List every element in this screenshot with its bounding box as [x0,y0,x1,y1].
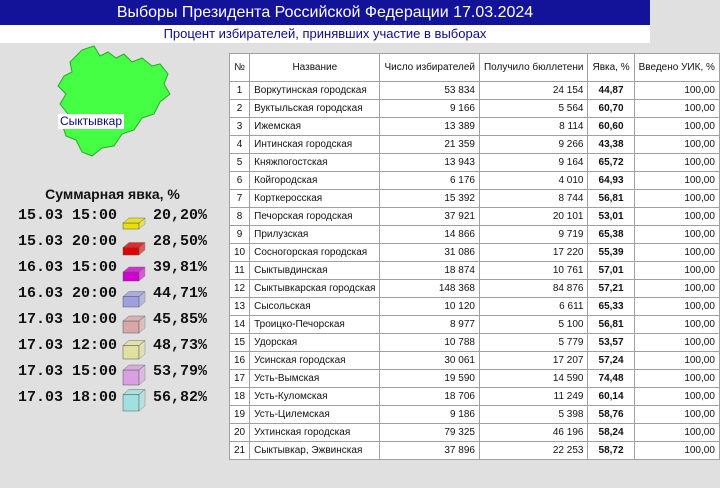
turnout-value: 39,81% [153,259,208,276]
table-cell: 11 249 [479,388,588,406]
table-cell: 74,48 [588,370,634,388]
table-cell: 10 120 [380,298,480,316]
table-cell: 58,24 [588,424,634,442]
table-cell: 100,00 [634,244,719,262]
turnout-time: 15.03 20:00 [18,233,118,250]
turnout-row [18,309,228,333]
table-row [230,388,720,406]
table-cell: 21 [230,442,250,460]
table-cell: 15 [230,334,250,352]
table-cell: 53 834 [380,82,480,100]
table-cell: 46 196 [479,424,588,442]
column-header: Название [250,54,380,82]
turnout-box-icon [121,257,151,283]
table-cell: 8 744 [479,190,588,208]
turnout-value: 45,85% [153,311,208,328]
table-cell: 100,00 [634,388,719,406]
table-cell: Воркутинская городская [250,82,380,100]
table-cell: 100,00 [634,424,719,442]
table-cell: 10 761 [479,262,588,280]
table-cell: 18 874 [380,262,480,280]
table-cell: 15 392 [380,190,480,208]
table-cell: 100,00 [634,208,719,226]
table-cell: 100,00 [634,334,719,352]
table-cell: 37 921 [380,208,480,226]
table-cell: 17 220 [479,244,588,262]
table-row [230,244,720,262]
table-cell: 6 [230,172,250,190]
table-row [230,100,720,118]
table-cell: 4 [230,136,250,154]
table-row [230,190,720,208]
table-cell: 19 [230,406,250,424]
table-cell: Прилузская [250,226,380,244]
table-cell: Интинская городская [250,136,380,154]
table-cell: 6 176 [380,172,480,190]
table-cell: 21 359 [380,136,480,154]
table-cell: 7 [230,190,250,208]
table-row [230,334,720,352]
turnout-row [18,361,228,385]
table-cell: 17 [230,370,250,388]
turnout-time: 15.03 15:00 [18,207,118,224]
table-row [230,316,720,334]
table-row [230,82,720,100]
table-row [230,406,720,424]
table-cell: 100,00 [634,172,719,190]
turnout-box-icon [121,335,151,361]
table-cell: 65,33 [588,298,634,316]
table-row [230,442,720,460]
table-row [230,424,720,442]
table-cell: 43,38 [588,136,634,154]
page-title: Выборы Президента Российской Федерации 17.03.2024 [0,0,650,25]
table-cell: 20 101 [479,208,588,226]
table-cell: 100,00 [634,370,719,388]
table-cell: 37 896 [380,442,480,460]
table-cell: 11 [230,262,250,280]
column-header: Введено УИК, % [634,54,719,82]
table-cell: 3 [230,118,250,136]
table-cell: 100,00 [634,298,719,316]
table-cell: 56,81 [588,190,634,208]
table-cell: Троицко-Печорская [250,316,380,334]
page-subtitle: Процент избирателей, принявших участие в выборах [0,25,650,43]
table-cell: Сыктывкар, Эжвинская [250,442,380,460]
table-cell: 13 943 [380,154,480,172]
table-cell: Усть-Цилемская [250,406,380,424]
turnout-row [18,257,228,281]
table-row [230,226,720,244]
table-cell: 16 [230,352,250,370]
table-cell: 4 010 [479,172,588,190]
table-cell: 5 100 [479,316,588,334]
table-cell: 14 866 [380,226,480,244]
table-cell: Княжпогостская [250,154,380,172]
column-header: Явка, % [588,54,634,82]
turnout-value: 20,20% [153,207,208,224]
turnout-box-icon [121,309,151,335]
table-cell: 57,24 [588,352,634,370]
turnout-box-icon [121,387,151,413]
table-row [230,262,720,280]
table-row [230,118,720,136]
table-cell: 9 186 [380,406,480,424]
table-cell: 30 061 [380,352,480,370]
table-cell: 58,72 [588,442,634,460]
table-cell: 56,81 [588,316,634,334]
table-cell: 100,00 [634,190,719,208]
table-cell: 6 611 [479,298,588,316]
table-cell: 53,01 [588,208,634,226]
turnout-time: 17.03 15:00 [18,363,118,380]
table-cell: 5 564 [479,100,588,118]
turnout-value: 53,79% [153,363,208,380]
table-cell: Усть-Вымская [250,370,380,388]
table-cell: 9 719 [479,226,588,244]
table-row [230,172,720,190]
table-cell: 100,00 [634,262,719,280]
results-table-wrap [229,53,720,460]
turnout-value: 48,73% [153,337,208,354]
table-cell: 60,60 [588,118,634,136]
table-cell: 5 398 [479,406,588,424]
table-cell: 60,70 [588,100,634,118]
table-cell: 2 [230,100,250,118]
turnout-box-icon [121,361,151,387]
table-cell: Сосногорская городская [250,244,380,262]
table-row [230,136,720,154]
table-row [230,154,720,172]
map-city-label: Сыктывкар [60,114,123,128]
region-map [42,44,178,164]
table-cell: 18 [230,388,250,406]
table-cell: 8 [230,208,250,226]
table-cell: 44,87 [588,82,634,100]
column-header: Получило бюллетени [479,54,588,82]
turnout-row [18,283,228,307]
table-cell: 100,00 [634,280,719,298]
table-cell: 22 253 [479,442,588,460]
table-cell: 57,21 [588,280,634,298]
turnout-value: 28,50% [153,233,208,250]
turnout-row [18,205,228,229]
table-cell: 57,01 [588,262,634,280]
table-cell: 13 [230,298,250,316]
table-cell: 60,14 [588,388,634,406]
turnout-time: 17.03 12:00 [18,337,118,354]
table-cell: 100,00 [634,442,719,460]
turnout-box-icon [121,283,151,309]
turnout-row [18,335,228,359]
turnout-row [18,387,228,411]
table-cell: Сыктывдинская [250,262,380,280]
turnout-time: 16.03 15:00 [18,259,118,276]
table-header-row [230,54,720,82]
table-cell: 17 207 [479,352,588,370]
table-row [230,352,720,370]
table-cell: 79 325 [380,424,480,442]
table-row [230,298,720,316]
table-cell: 10 788 [380,334,480,352]
table-cell: Усть-Куломская [250,388,380,406]
column-header: № [230,54,250,82]
table-row [230,370,720,388]
table-cell: 100,00 [634,352,719,370]
table-cell: 9 166 [380,100,480,118]
table-cell: 9 [230,226,250,244]
turnout-box-icon [121,231,151,257]
table-cell: 18 706 [380,388,480,406]
table-cell: 65,38 [588,226,634,244]
table-cell: 100,00 [634,82,719,100]
table-cell: 12 [230,280,250,298]
table-cell: 24 154 [479,82,588,100]
results-table [229,53,720,460]
table-body [230,82,720,460]
table-cell: 1 [230,82,250,100]
table-cell: Сыктывкарская городская [250,280,380,298]
table-row [230,208,720,226]
turnout-row [18,231,228,255]
table-cell: 100,00 [634,136,719,154]
turnout-time: 17.03 18:00 [18,389,118,406]
table-cell: 8 114 [479,118,588,136]
table-cell: 20 [230,424,250,442]
table-cell: Печорская городская [250,208,380,226]
table-cell: 100,00 [634,118,719,136]
table-cell: Сысольская [250,298,380,316]
table-cell: Ижемская [250,118,380,136]
table-cell: 58,76 [588,406,634,424]
table-cell: 9 164 [479,154,588,172]
turnout-value: 44,71% [153,285,208,302]
table-cell: 100,00 [634,316,719,334]
table-cell: 65,72 [588,154,634,172]
table-row [230,280,720,298]
table-cell: 53,57 [588,334,634,352]
table-cell: 19 590 [380,370,480,388]
table-cell: 9 266 [479,136,588,154]
turnout-heading: Суммарная явка, % [45,186,180,202]
table-cell: 148 368 [380,280,480,298]
table-cell: Удорская [250,334,380,352]
turnout-time: 17.03 10:00 [18,311,118,328]
table-cell: 100,00 [634,406,719,424]
table-cell: 84 876 [479,280,588,298]
table-cell: 100,00 [634,226,719,244]
column-header: Число избирателей [380,54,480,82]
table-cell: Койгородская [250,172,380,190]
table-cell: 31 086 [380,244,480,262]
table-cell: 10 [230,244,250,262]
table-cell: Вуктыльская городская [250,100,380,118]
table-cell: 14 590 [479,370,588,388]
turnout-value: 56,82% [153,389,208,406]
table-cell: 55,39 [588,244,634,262]
table-cell: Корткеросская [250,190,380,208]
turnout-time: 16.03 20:00 [18,285,118,302]
table-cell: 5 779 [479,334,588,352]
table-cell: 8 977 [380,316,480,334]
table-cell: 5 [230,154,250,172]
table-cell: 100,00 [634,100,719,118]
turnout-box-icon [121,205,151,231]
table-cell: 13 389 [380,118,480,136]
table-cell: 100,00 [634,154,719,172]
table-cell: 64,93 [588,172,634,190]
table-cell: 14 [230,316,250,334]
table-cell: Ухтинская городская [250,424,380,442]
table-cell: Усинская городская [250,352,380,370]
